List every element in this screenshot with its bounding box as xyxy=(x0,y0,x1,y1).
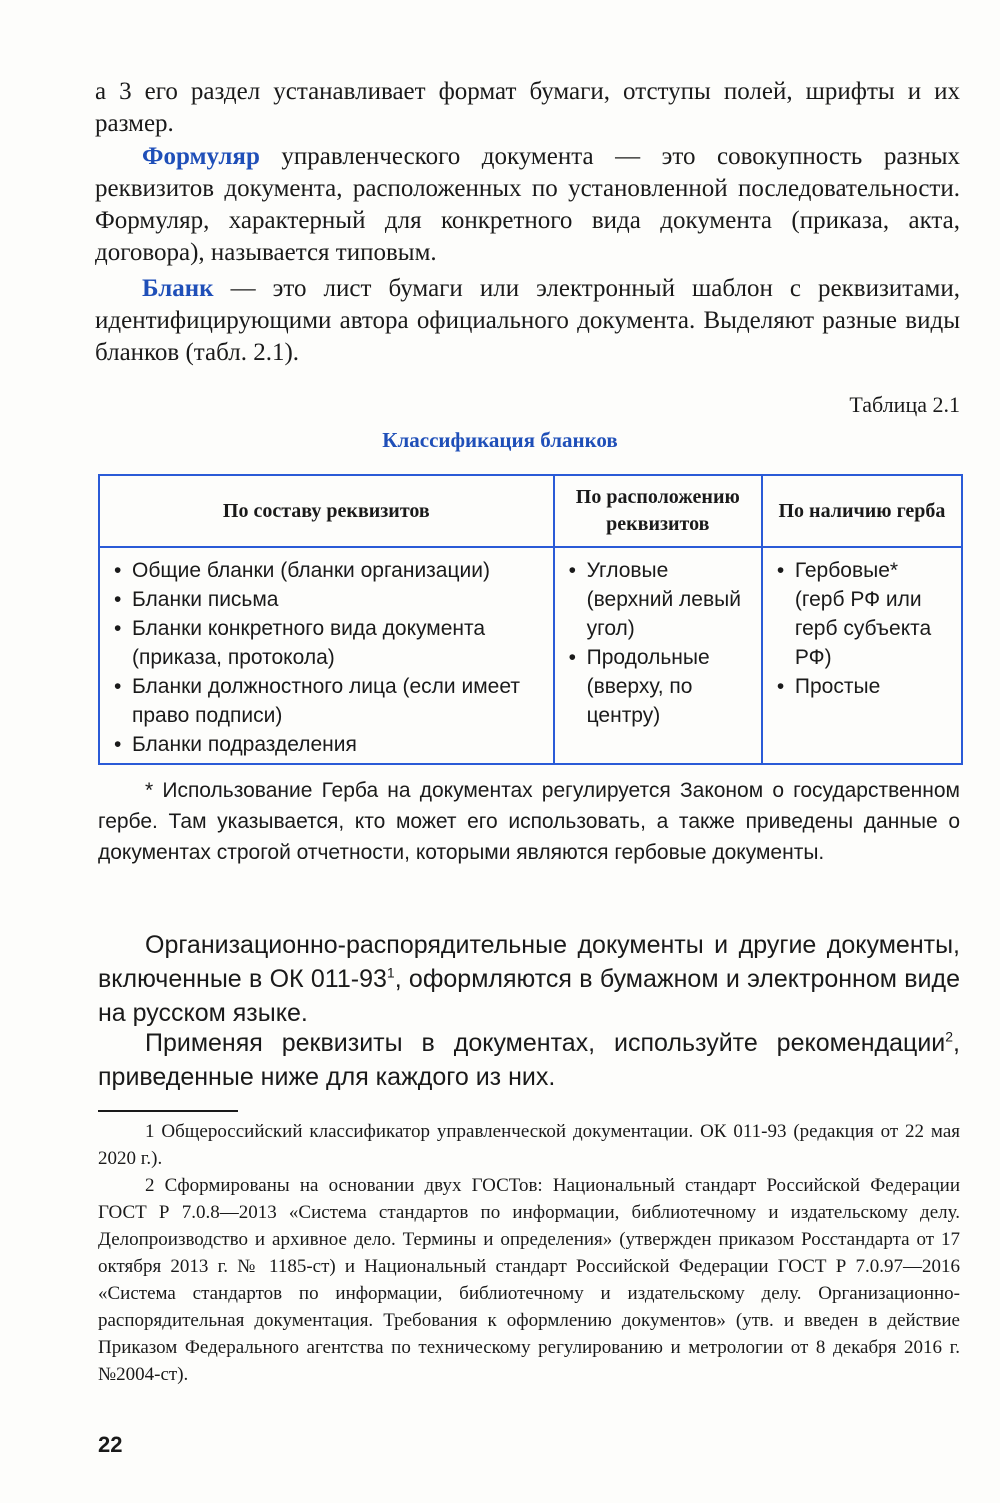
list-item: • Угловые (верхний левый угол) xyxy=(567,556,753,643)
table-header-row xyxy=(99,475,962,547)
footnote-divider xyxy=(98,1110,238,1112)
table-title: Классификация бланков xyxy=(382,428,618,452)
table-cell-emblem xyxy=(762,547,962,764)
table-cell-composition xyxy=(99,547,554,764)
table-row xyxy=(99,547,962,764)
paragraph-ok-documents xyxy=(98,928,960,1030)
list-item: • Бланки конкретного вида документа (приказа, протокола) xyxy=(112,614,545,672)
list-item: • Общие бланки (бланки организации) xyxy=(112,556,545,585)
list-item: • Бланки должностного лица (если имеет право подписи) xyxy=(112,672,545,730)
table-header-emblem: По наличию герба xyxy=(762,475,962,547)
footnote-2: 2 Сформированы на основании двух ГОСТов: Национальный стандарт Российской Федерации ГОСТ Р 7.0.8—2013 «Система стандартов по информации, библиотечному и издательскому делу. Делопроизводство и архивное дело. Термины и определения» (утвержден приказом Росстандарта от 17 октября 2013 г. № 1185-ст) и Национальный стандарт Российской Федерации ГОСТ Р 7.0.97—2016 «Система стандартов по информации, библиотечному и издательскому делу. Организационно-распорядительная документация. Требования к оформлению документов» (утв. и введен в действие Приказом Федерального агентства по техническому регулированию и метрологии от 8 декабря 2016 г. №2004-ст). xyxy=(98,1175,960,1385)
table-header-composition: По составу реквизитов xyxy=(99,475,554,547)
classification-table xyxy=(98,474,963,765)
paragraph-ok-text-a: Организационно-распорядительные документы и другие документы, включенные в ОК 011-93 xyxy=(98,931,960,993)
footnote-ref-2[interactable]: 2 xyxy=(945,1028,954,1045)
list-item: • Гербовые* (герб РФ или герб субъекта РФ) xyxy=(775,556,953,672)
paragraph-ok-text-b: , оформляются в бумажном и электронном виде на русском языке. xyxy=(98,965,960,1027)
term-formular: Формуляр xyxy=(142,143,260,170)
list-item: • Бланки подразделения xyxy=(112,730,545,759)
list-item: • Бланки письма xyxy=(112,585,545,614)
table-caption: Таблица 2.1 xyxy=(849,392,960,417)
list-item: • Простые xyxy=(775,672,953,701)
term-blank: Бланк xyxy=(142,275,214,302)
list-placement xyxy=(567,556,753,730)
paragraph-blank-text: — это лист бумаги или электронный шаблон с реквизитами, идентифицирующими автора официального документа. Выделяют разные виды бланков (табл. 2.1). xyxy=(95,275,960,366)
footnote-1: 1 Общероссийский классификатор управленческой документации. ОК 011-93 (редакция от 22 мая 2020 г.). xyxy=(98,1121,960,1169)
footnote-ref-1[interactable]: 1 xyxy=(386,964,395,981)
paragraph-formular-text: управленческого документа — это совокупность разных реквизитов документа, расположенных по установленной последовательности. Формуляр, характерный для конкретного вида документа (приказа, акта, договора), называется типовым. xyxy=(95,143,960,266)
emblem-note: * Использование Герба на документах регулируется Законом о государственном гербе. Там указывается, кто может его использовать, а также приведены данные о документах строгой отчетности, которыми являются гербовые документы. xyxy=(98,779,960,864)
list-composition xyxy=(112,556,545,759)
table-cell-placement xyxy=(554,547,762,764)
paragraph-recommendations xyxy=(98,1026,960,1094)
list-item: • Продольные (вверху, по центру) xyxy=(567,643,753,730)
page-number: 22 xyxy=(98,1432,123,1457)
paragraph-rec-text-b: , приведенные ниже для каждого из них. xyxy=(98,1029,960,1091)
paragraph-blank xyxy=(95,273,960,369)
paragraph-rec-text-a: Применяя реквизиты в документах, используйте рекомендации xyxy=(145,1029,946,1057)
list-emblem xyxy=(775,556,953,701)
paragraph-intro: а 3 его раздел устанавливает формат бумаги, отступы полей, шрифты и их размер. xyxy=(95,78,960,137)
paragraph-formular xyxy=(95,141,960,269)
table-header-placement: По расположению реквизитов xyxy=(554,475,762,547)
